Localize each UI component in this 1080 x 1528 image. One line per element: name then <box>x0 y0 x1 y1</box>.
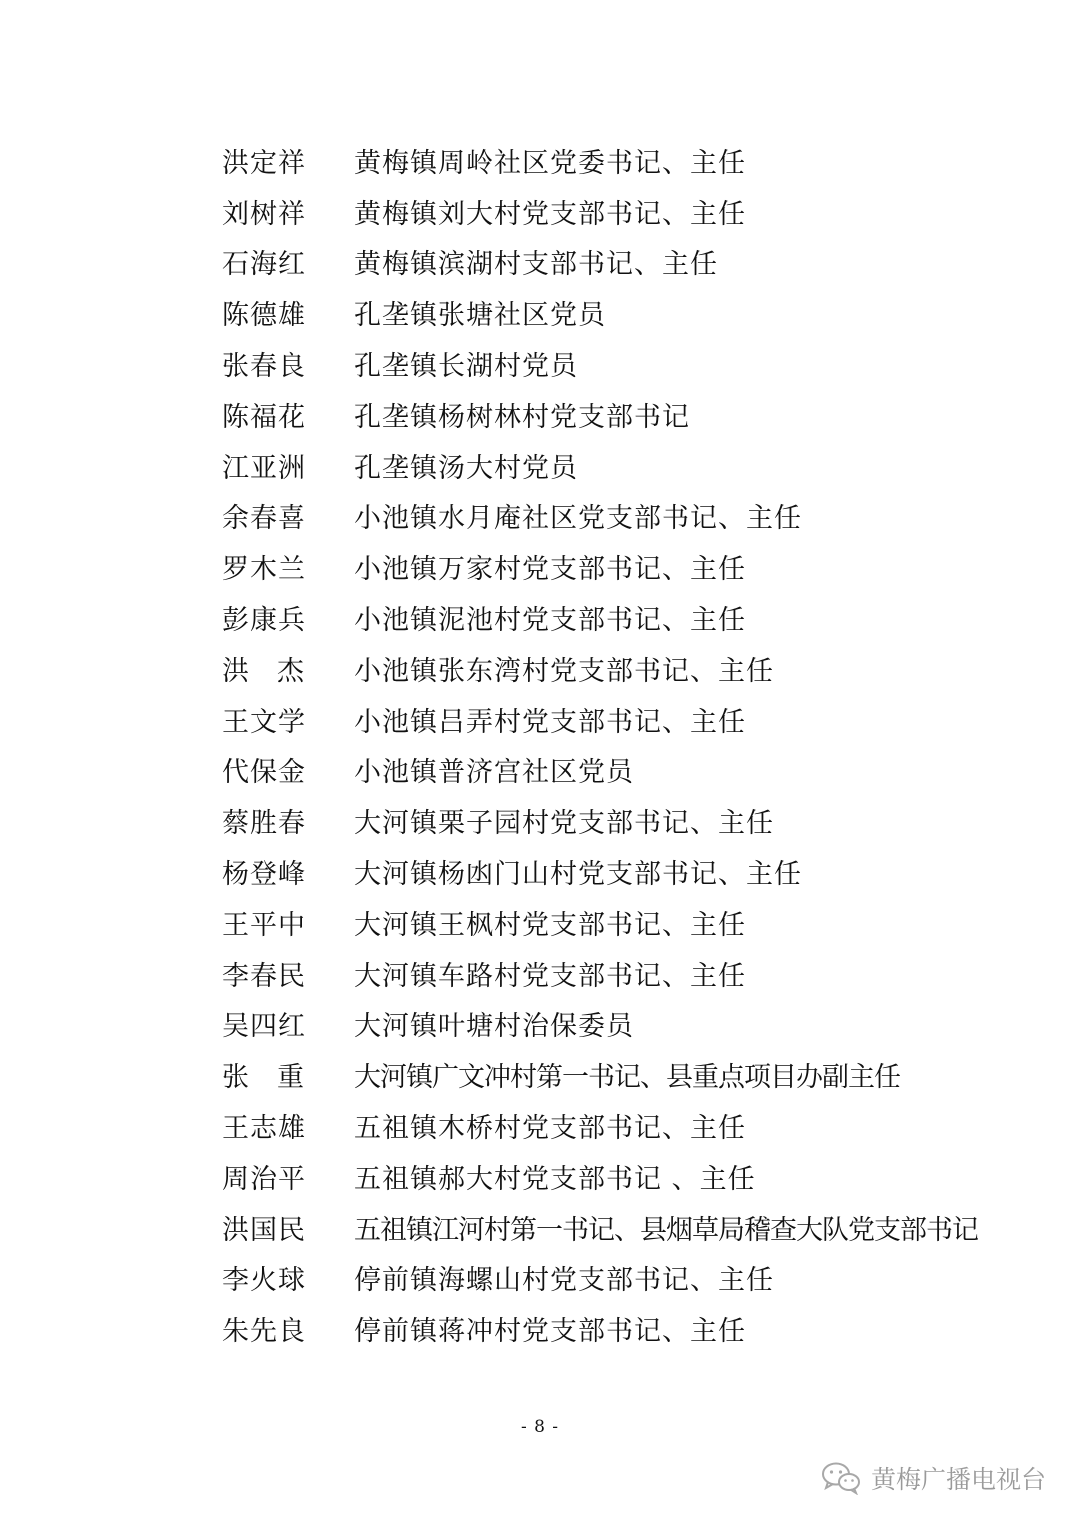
list-item <box>222 186 982 237</box>
list-item <box>222 643 982 694</box>
person-name: 洪杰 <box>222 655 332 687</box>
list-item <box>222 897 982 948</box>
person-role: 停前镇海螺山村党支部书记、主任 <box>354 1265 774 1297</box>
person-name: 朱先良 <box>222 1316 306 1348</box>
person-name: 彭康兵 <box>222 605 306 637</box>
person-name: 吴四红 <box>222 1011 306 1043</box>
person-role: 五祖镇木桥村党支部书记、主任 <box>354 1113 746 1145</box>
list-item <box>222 592 982 643</box>
person-name: 陈德雄 <box>222 300 306 332</box>
source-watermark <box>821 1458 1046 1498</box>
list-item <box>222 338 982 389</box>
person-name: 周治平 <box>222 1163 306 1195</box>
person-role: 黄梅镇滨湖村支部书记、主任 <box>354 249 718 281</box>
name-list <box>222 135 982 1354</box>
person-name: 代保金 <box>222 757 306 789</box>
person-role: 五祖镇郝大村党支部书记 、主任 <box>354 1163 756 1195</box>
person-name: 蔡胜春 <box>222 808 306 840</box>
list-item <box>222 1100 982 1151</box>
person-role: 小池镇水月庵社区党支部书记、主任 <box>354 503 802 535</box>
person-role: 大河镇叶塘村治保委员 <box>354 1011 634 1043</box>
list-item <box>222 795 982 846</box>
person-role: 小池镇万家村党支部书记、主任 <box>354 554 746 586</box>
list-item <box>222 491 982 542</box>
person-name: 李春民 <box>222 960 306 992</box>
person-name: 洪国民 <box>222 1214 306 1246</box>
person-role: 孔垄镇汤大村党员 <box>354 452 578 484</box>
person-name: 王志雄 <box>222 1113 306 1145</box>
person-name: 张春良 <box>222 351 306 383</box>
person-role: 大河镇栗子园村党支部书记、主任 <box>354 808 774 840</box>
person-role: 大河镇杨凼门山村党支部书记、主任 <box>354 859 802 891</box>
person-role: 五祖镇江河村第一书记、县烟草局稽查大队党支部书记 <box>354 1214 978 1246</box>
person-name: 刘树祥 <box>222 198 306 230</box>
list-item <box>222 1202 982 1253</box>
list-item <box>222 1253 982 1304</box>
person-role: 小池镇泥池村党支部书记、主任 <box>354 605 746 637</box>
person-name: 余春喜 <box>222 503 306 535</box>
wechat-icon <box>821 1461 861 1495</box>
list-item <box>222 389 982 440</box>
person-role: 孔垄镇长湖村党员 <box>354 351 578 383</box>
list-item <box>222 846 982 897</box>
person-role: 孔垄镇张塘社区党员 <box>354 300 606 332</box>
list-item <box>222 1049 982 1100</box>
list-item <box>222 237 982 288</box>
list-item <box>222 135 982 186</box>
person-name: 李火球 <box>222 1265 306 1297</box>
person-role: 大河镇车路村党支部书记、主任 <box>354 960 746 992</box>
list-item <box>222 541 982 592</box>
list-item <box>222 694 982 745</box>
person-role: 大河镇王枫村党支部书记、主任 <box>354 909 746 941</box>
person-role: 小池镇张东湾村党支部书记、主任 <box>354 655 774 687</box>
list-item <box>222 287 982 338</box>
person-name: 陈福花 <box>222 401 306 433</box>
list-item <box>222 1303 982 1354</box>
person-role: 孔垄镇杨树林村党支部书记 <box>354 401 690 433</box>
person-name: 洪定祥 <box>222 147 306 179</box>
person-role: 小池镇普济宫社区党员 <box>354 757 634 789</box>
person-role: 大河镇广文冲村第一书记、县重点项目办副主任 <box>354 1062 900 1094</box>
page-number: - 8 - <box>520 1417 560 1437</box>
person-role: 黄梅镇刘大村党支部书记、主任 <box>354 198 746 230</box>
person-role: 黄梅镇周岭社区党委书记、主任 <box>354 147 746 179</box>
person-name: 王文学 <box>222 706 306 738</box>
person-role: 小池镇吕弄村党支部书记、主任 <box>354 706 746 738</box>
person-name: 王平中 <box>222 909 306 941</box>
list-item <box>222 1151 982 1202</box>
person-name: 江亚洲 <box>222 452 306 484</box>
person-name: 张重 <box>222 1062 332 1094</box>
list-item <box>222 948 982 999</box>
person-name: 罗木兰 <box>222 554 306 586</box>
list-item <box>222 999 982 1050</box>
person-role: 停前镇蒋冲村党支部书记、主任 <box>354 1316 746 1348</box>
person-name: 石海红 <box>222 249 306 281</box>
list-item <box>222 745 982 796</box>
person-name: 杨登峰 <box>222 859 306 891</box>
watermark-text: 黄梅广播电视台 <box>870 1465 1046 1494</box>
list-item <box>222 440 982 491</box>
